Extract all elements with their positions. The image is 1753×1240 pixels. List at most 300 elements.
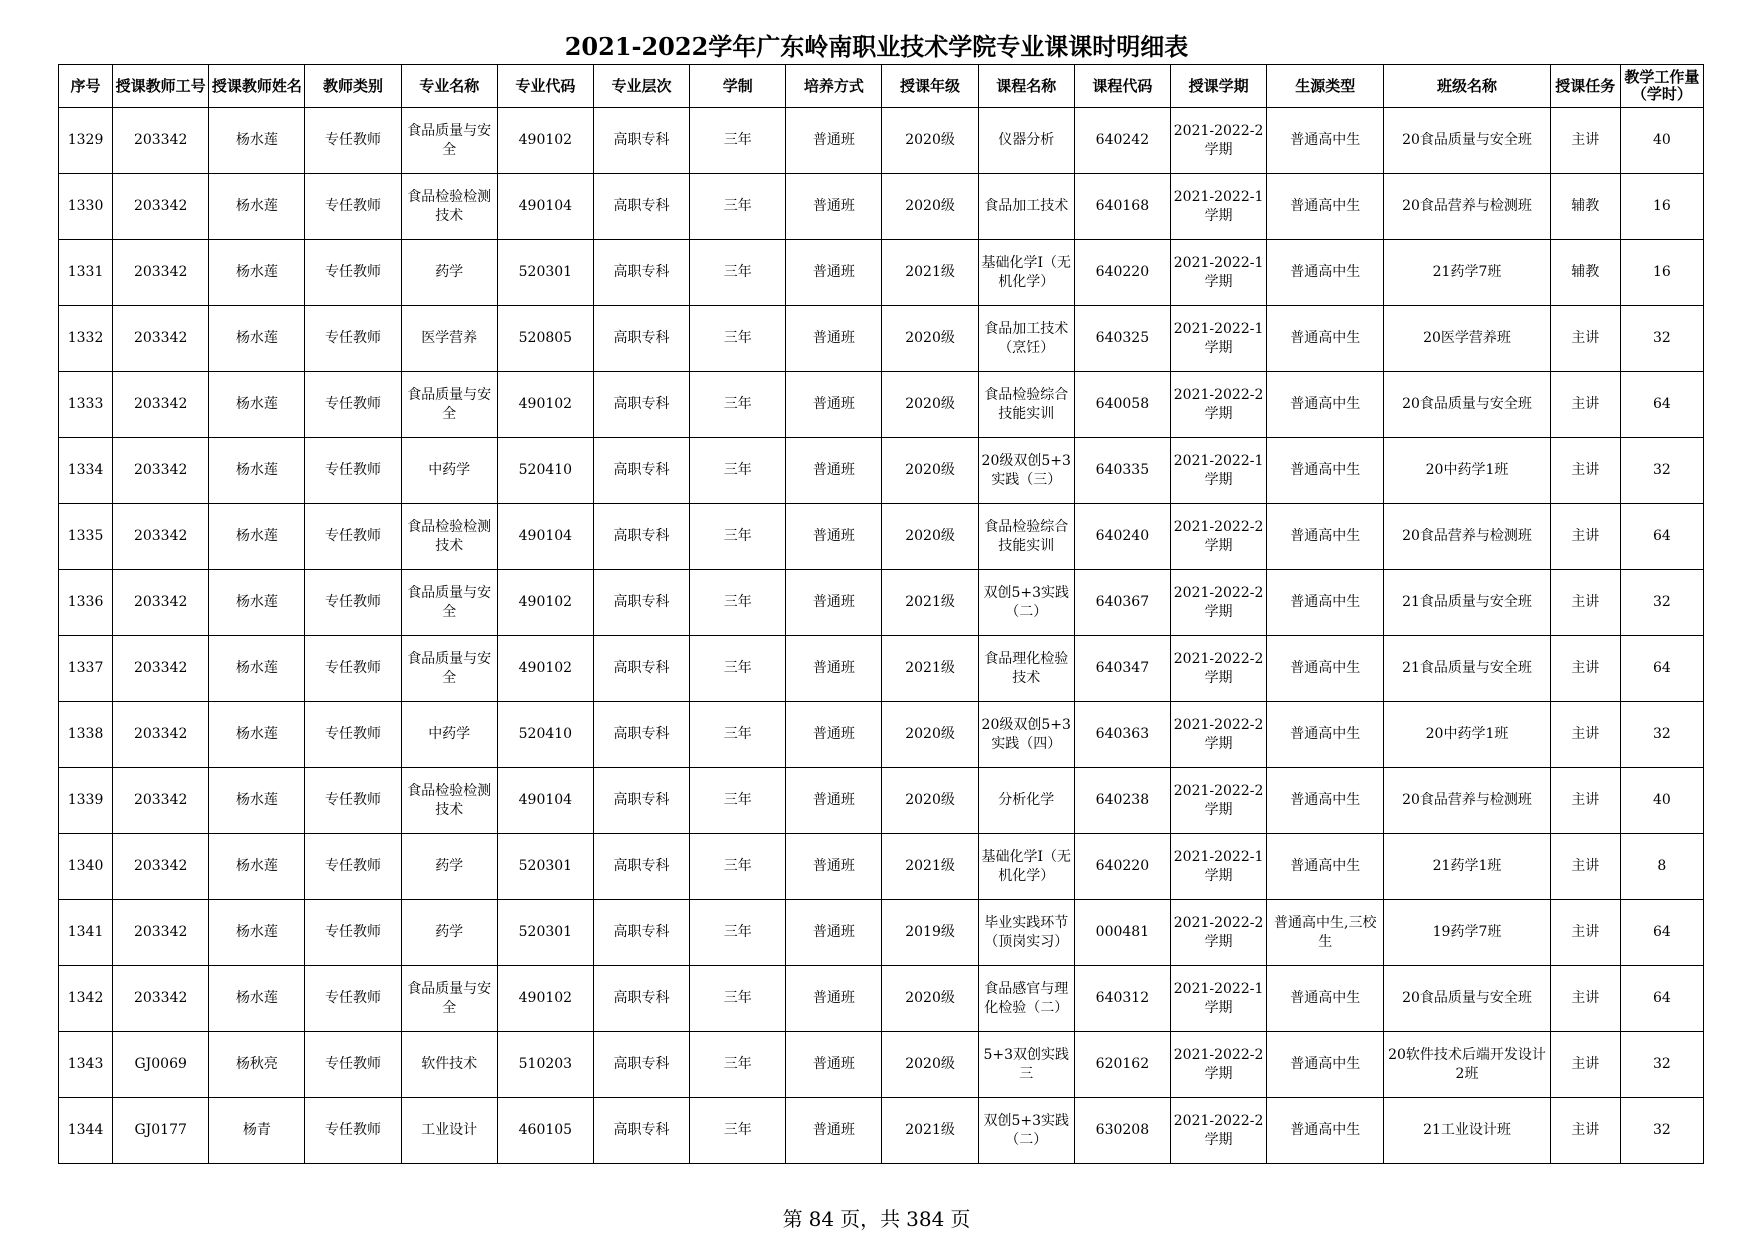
table-cell: 2021级: [882, 1098, 978, 1164]
table-cell: 2021-2022-2学期: [1170, 108, 1266, 174]
table-cell: 普通高中生: [1267, 372, 1384, 438]
table-cell: 203342: [113, 174, 209, 240]
table-cell: 三年: [690, 504, 786, 570]
table-cell: 普通班: [786, 966, 882, 1032]
table-cell: 普通班: [786, 108, 882, 174]
table-cell: 食品检验检测技术: [401, 174, 497, 240]
table-cell: 2020级: [882, 1032, 978, 1098]
table-cell: 高职专科: [593, 372, 689, 438]
footer-middle: 页，共: [840, 1207, 901, 1231]
table-cell: 辅教: [1550, 240, 1620, 306]
table-cell: 辅教: [1550, 174, 1620, 240]
table-cell: 203342: [113, 438, 209, 504]
table-cell: 1335: [59, 504, 113, 570]
table-cell: 主讲: [1550, 900, 1620, 966]
table-cell: 专任教师: [305, 306, 401, 372]
table-cell: 203342: [113, 108, 209, 174]
table-cell: 三年: [690, 438, 786, 504]
table-cell: 2021-2022-2学期: [1170, 1098, 1266, 1164]
table-cell: 主讲: [1550, 768, 1620, 834]
table-cell: 21食品质量与安全班: [1384, 636, 1550, 702]
table-cell: 203342: [113, 306, 209, 372]
table-cell: 工业设计: [401, 1098, 497, 1164]
column-header: 生源类型: [1267, 65, 1384, 108]
table-cell: 1337: [59, 636, 113, 702]
table-cell: 203342: [113, 834, 209, 900]
table-cell: 主讲: [1550, 636, 1620, 702]
table-cell: 食品检验综合技能实训: [978, 504, 1074, 570]
table-cell: 19药学7班: [1384, 900, 1550, 966]
column-header: 授课任务: [1550, 65, 1620, 108]
table-cell: 1339: [59, 768, 113, 834]
table-cell: 1341: [59, 900, 113, 966]
table-cell: 40: [1620, 108, 1703, 174]
footer-total-pages: 384: [906, 1207, 945, 1231]
table-cell: 主讲: [1550, 570, 1620, 636]
table-cell: 203342: [113, 570, 209, 636]
table-cell: 20医学营养班: [1384, 306, 1550, 372]
course-hours-table: [58, 64, 1704, 1164]
column-header: 教学工作量（学时）: [1620, 65, 1703, 108]
table-cell: 16: [1620, 240, 1703, 306]
table-cell: 高职专科: [593, 108, 689, 174]
table-cell: 2021-2022-2学期: [1170, 1032, 1266, 1098]
table-cell: 20食品质量与安全班: [1384, 372, 1550, 438]
table-cell: 2020级: [882, 768, 978, 834]
table-cell: 520410: [497, 438, 593, 504]
table-cell: 203342: [113, 768, 209, 834]
table-cell: 药学: [401, 834, 497, 900]
table-cell: 490104: [497, 504, 593, 570]
table-cell: 毕业实践环节（顶岗实习）: [978, 900, 1074, 966]
table-cell: 主讲: [1550, 966, 1620, 1032]
table-cell: 520805: [497, 306, 593, 372]
table-cell: 203342: [113, 900, 209, 966]
table-cell: 203342: [113, 636, 209, 702]
table-cell: 2021-2022-1学期: [1170, 834, 1266, 900]
table-cell: 高职专科: [593, 438, 689, 504]
table-cell: 普通班: [786, 240, 882, 306]
table-cell: 主讲: [1550, 834, 1620, 900]
table-cell: 三年: [690, 570, 786, 636]
table-row: [59, 834, 1704, 900]
table-cell: 普通班: [786, 900, 882, 966]
table-cell: 基础化学I（无机化学）: [978, 834, 1074, 900]
table-cell: 专任教师: [305, 1032, 401, 1098]
table-cell: 490102: [497, 372, 593, 438]
table-cell: 高职专科: [593, 966, 689, 1032]
table-cell: 三年: [690, 702, 786, 768]
table-cell: 杨水莲: [209, 900, 305, 966]
table-cell: 普通高中生,三校生: [1267, 900, 1384, 966]
table-cell: 64: [1620, 636, 1703, 702]
table-cell: 食品理化检验技术: [978, 636, 1074, 702]
table-cell: 460105: [497, 1098, 593, 1164]
table-row: [59, 702, 1704, 768]
table-cell: 食品检验综合技能实训: [978, 372, 1074, 438]
table-cell: 高职专科: [593, 1098, 689, 1164]
table-row: [59, 504, 1704, 570]
column-header: 授课年级: [882, 65, 978, 108]
table-cell: 20级双创5+3实践（四）: [978, 702, 1074, 768]
table-cell: 21食品质量与安全班: [1384, 570, 1550, 636]
table-cell: 三年: [690, 108, 786, 174]
table-cell: 32: [1620, 438, 1703, 504]
table-cell: 640367: [1074, 570, 1170, 636]
table-cell: 主讲: [1550, 108, 1620, 174]
table-cell: 专任教师: [305, 438, 401, 504]
table-row: [59, 1098, 1704, 1164]
table-row: [59, 570, 1704, 636]
table-cell: 21药学1班: [1384, 834, 1550, 900]
table-cell: 专任教师: [305, 570, 401, 636]
table-cell: 杨秋亮: [209, 1032, 305, 1098]
table-cell: 高职专科: [593, 834, 689, 900]
table-cell: 杨青: [209, 1098, 305, 1164]
table-cell: 高职专科: [593, 768, 689, 834]
table-cell: 专任教师: [305, 504, 401, 570]
table-row: [59, 636, 1704, 702]
table-cell: 三年: [690, 966, 786, 1032]
table-cell: 三年: [690, 1098, 786, 1164]
table-cell: 主讲: [1550, 504, 1620, 570]
table-cell: 专任教师: [305, 174, 401, 240]
table-cell: 高职专科: [593, 702, 689, 768]
table-cell: 1343: [59, 1032, 113, 1098]
table-cell: 药学: [401, 900, 497, 966]
column-header: 课程代码: [1074, 65, 1170, 108]
table-cell: 杨水莲: [209, 636, 305, 702]
table-cell: 510203: [497, 1032, 593, 1098]
table-cell: 杨水莲: [209, 174, 305, 240]
table-cell: 520301: [497, 834, 593, 900]
table-cell: 21药学7班: [1384, 240, 1550, 306]
table-cell: 20食品质量与安全班: [1384, 108, 1550, 174]
table-cell: 主讲: [1550, 702, 1620, 768]
table-cell: 1332: [59, 306, 113, 372]
table-cell: 高职专科: [593, 306, 689, 372]
table-cell: 药学: [401, 240, 497, 306]
table-cell: 食品质量与安全: [401, 636, 497, 702]
table-header-row: [59, 65, 1704, 108]
table-cell: 490104: [497, 768, 593, 834]
table-cell: 640335: [1074, 438, 1170, 504]
column-header: 专业代码: [497, 65, 593, 108]
table-cell: 高职专科: [593, 1032, 689, 1098]
column-header: 培养方式: [786, 65, 882, 108]
table-cell: 普通班: [786, 438, 882, 504]
table-cell: 2021-2022-1学期: [1170, 438, 1266, 504]
table-cell: 520301: [497, 240, 593, 306]
table-cell: 2020级: [882, 372, 978, 438]
table-cell: 203342: [113, 240, 209, 306]
table-row: [59, 438, 1704, 504]
table-cell: 520301: [497, 900, 593, 966]
table-cell: 杨水莲: [209, 306, 305, 372]
table-cell: 主讲: [1550, 306, 1620, 372]
table-cell: 分析化学: [978, 768, 1074, 834]
table-cell: 2019级: [882, 900, 978, 966]
table-cell: 普通高中生: [1267, 768, 1384, 834]
table-cell: 20软件技术后端开发设计2班: [1384, 1032, 1550, 1098]
table-cell: 普通高中生: [1267, 834, 1384, 900]
column-header: 学制: [690, 65, 786, 108]
table-cell: 软件技术: [401, 1032, 497, 1098]
table-cell: 普通班: [786, 504, 882, 570]
table-cell: 490104: [497, 174, 593, 240]
table-cell: 1336: [59, 570, 113, 636]
table-cell: 专任教师: [305, 900, 401, 966]
table-cell: 专任教师: [305, 702, 401, 768]
column-header: 班级名称: [1384, 65, 1550, 108]
footer-page-number: 84: [808, 1207, 835, 1231]
table-cell: 2020级: [882, 174, 978, 240]
table-cell: 普通高中生: [1267, 1098, 1384, 1164]
table-cell: 640168: [1074, 174, 1170, 240]
table-row: [59, 1032, 1704, 1098]
table-cell: 高职专科: [593, 240, 689, 306]
table-cell: 2021-2022-1学期: [1170, 306, 1266, 372]
table-cell: 食品感官与理化检验（二）: [978, 966, 1074, 1032]
table-cell: 640312: [1074, 966, 1170, 1032]
table-cell: 2021-2022-2学期: [1170, 702, 1266, 768]
table-cell: GJ0177: [113, 1098, 209, 1164]
footer-suffix: 页: [950, 1207, 971, 1231]
table-row: [59, 900, 1704, 966]
page-title: 2021-2022学年广东岭南职业技术学院专业课课时明细表: [564, 32, 1189, 61]
table-cell: 32: [1620, 1098, 1703, 1164]
table-cell: 203342: [113, 372, 209, 438]
table-cell: 2021-2022-1学期: [1170, 240, 1266, 306]
table-cell: 640058: [1074, 372, 1170, 438]
table-cell: 20中药学1班: [1384, 702, 1550, 768]
table-cell: 2020级: [882, 504, 978, 570]
table-cell: 双创5+3实践（二）: [978, 1098, 1074, 1164]
table-cell: 杨水莲: [209, 570, 305, 636]
table-cell: 20食品营养与检测班: [1384, 504, 1550, 570]
table-cell: 主讲: [1550, 438, 1620, 504]
table-cell: 专任教师: [305, 966, 401, 1032]
column-header: 授课学期: [1170, 65, 1266, 108]
column-header: 课程名称: [978, 65, 1074, 108]
table-cell: 普通班: [786, 636, 882, 702]
table-cell: 高职专科: [593, 636, 689, 702]
table-cell: 专任教师: [305, 108, 401, 174]
table-cell: 20食品质量与安全班: [1384, 966, 1550, 1032]
table-cell: 640325: [1074, 306, 1170, 372]
table-cell: 490102: [497, 108, 593, 174]
table-cell: 32: [1620, 1032, 1703, 1098]
table-cell: 普通班: [786, 570, 882, 636]
table-cell: 杨水莲: [209, 834, 305, 900]
table-cell: 普通高中生: [1267, 504, 1384, 570]
table-cell: 2021级: [882, 636, 978, 702]
table-cell: 203342: [113, 702, 209, 768]
table-cell: 食品加工技术: [978, 174, 1074, 240]
table-cell: 专任教师: [305, 636, 401, 702]
table-cell: 普通高中生: [1267, 240, 1384, 306]
table-cell: 主讲: [1550, 1098, 1620, 1164]
table-cell: 杨水莲: [209, 768, 305, 834]
table-cell: 2020级: [882, 108, 978, 174]
table-cell: 32: [1620, 702, 1703, 768]
table-row: [59, 108, 1704, 174]
table-cell: 杨水莲: [209, 372, 305, 438]
table-cell: 杨水莲: [209, 438, 305, 504]
table-cell: 普通班: [786, 372, 882, 438]
table-cell: 普通班: [786, 174, 882, 240]
table-cell: 1334: [59, 438, 113, 504]
table-cell: 三年: [690, 1032, 786, 1098]
column-header: 专业名称: [401, 65, 497, 108]
table-cell: 630208: [1074, 1098, 1170, 1164]
table-cell: 三年: [690, 372, 786, 438]
table-cell: 基础化学I（无机化学）: [978, 240, 1074, 306]
table-cell: 1331: [59, 240, 113, 306]
table-row: [59, 372, 1704, 438]
table-cell: 普通高中生: [1267, 306, 1384, 372]
table-cell: 2021-2022-2学期: [1170, 372, 1266, 438]
column-header: 专业层次: [593, 65, 689, 108]
table-cell: 食品加工技术（烹饪）: [978, 306, 1074, 372]
table-cell: 1340: [59, 834, 113, 900]
table-cell: 490102: [497, 966, 593, 1032]
column-header: 教师类别: [305, 65, 401, 108]
table-cell: 中药学: [401, 438, 497, 504]
column-header: 序号: [59, 65, 113, 108]
table-cell: 食品质量与安全: [401, 108, 497, 174]
table-cell: 64: [1620, 372, 1703, 438]
table-cell: 2021-2022-2学期: [1170, 504, 1266, 570]
table-cell: 640363: [1074, 702, 1170, 768]
table-cell: 2020级: [882, 306, 978, 372]
table-cell: 普通高中生: [1267, 702, 1384, 768]
table-cell: 主讲: [1550, 372, 1620, 438]
table-cell: 高职专科: [593, 900, 689, 966]
table-cell: 杨水莲: [209, 504, 305, 570]
table-row: [59, 240, 1704, 306]
table-cell: 仪器分析: [978, 108, 1074, 174]
table-cell: 64: [1620, 966, 1703, 1032]
table-cell: 杨水莲: [209, 108, 305, 174]
table-cell: 主讲: [1550, 1032, 1620, 1098]
column-header: 授课教师姓名: [209, 65, 305, 108]
table-cell: 64: [1620, 504, 1703, 570]
table-cell: 1333: [59, 372, 113, 438]
table-cell: 32: [1620, 306, 1703, 372]
table-cell: 2021级: [882, 834, 978, 900]
table-cell: 食品质量与安全: [401, 372, 497, 438]
table-cell: 20中药学1班: [1384, 438, 1550, 504]
table-cell: 490102: [497, 570, 593, 636]
table-cell: 专任教师: [305, 1098, 401, 1164]
page-footer: [0, 1206, 1753, 1232]
table-cell: 2021-2022-2学期: [1170, 900, 1266, 966]
table-cell: 640220: [1074, 834, 1170, 900]
table-cell: 食品质量与安全: [401, 570, 497, 636]
table-cell: 三年: [690, 834, 786, 900]
table-cell: 三年: [690, 900, 786, 966]
table-cell: 双创5+3实践（二）: [978, 570, 1074, 636]
table-cell: 2021级: [882, 240, 978, 306]
table-cell: 三年: [690, 174, 786, 240]
table-cell: 2020级: [882, 966, 978, 1032]
table-cell: 520410: [497, 702, 593, 768]
table-cell: 640220: [1074, 240, 1170, 306]
table-cell: 640347: [1074, 636, 1170, 702]
table-cell: 21工业设计班: [1384, 1098, 1550, 1164]
table-cell: 三年: [690, 768, 786, 834]
table-cell: 16: [1620, 174, 1703, 240]
table-cell: 食品质量与安全: [401, 966, 497, 1032]
table-cell: 2021-2022-2学期: [1170, 636, 1266, 702]
table-cell: 高职专科: [593, 504, 689, 570]
table-cell: 普通班: [786, 306, 882, 372]
table-row: [59, 306, 1704, 372]
table-cell: 2021-2022-2学期: [1170, 768, 1266, 834]
table-cell: 20食品营养与检测班: [1384, 174, 1550, 240]
table-row: [59, 768, 1704, 834]
table-cell: 000481: [1074, 900, 1170, 966]
table-cell: 490102: [497, 636, 593, 702]
table-cell: 普通班: [786, 1098, 882, 1164]
table-cell: 普通高中生: [1267, 108, 1384, 174]
table-cell: 食品检验检测技术: [401, 768, 497, 834]
table-cell: 普通班: [786, 702, 882, 768]
table-cell: 普通班: [786, 834, 882, 900]
table-cell: 三年: [690, 636, 786, 702]
table-cell: 203342: [113, 504, 209, 570]
table-cell: 5+3双创实践三: [978, 1032, 1074, 1098]
table-cell: 40: [1620, 768, 1703, 834]
table-row: [59, 966, 1704, 1032]
table-cell: 专任教师: [305, 768, 401, 834]
table-cell: 2021-2022-1学期: [1170, 966, 1266, 1032]
table-cell: 640238: [1074, 768, 1170, 834]
table-cell: 20食品营养与检测班: [1384, 768, 1550, 834]
table-cell: 普通高中生: [1267, 438, 1384, 504]
table-cell: 普通高中生: [1267, 174, 1384, 240]
table-cell: 1338: [59, 702, 113, 768]
table-cell: 2021-2022-1学期: [1170, 174, 1266, 240]
table-cell: 640242: [1074, 108, 1170, 174]
table-cell: 2021级: [882, 570, 978, 636]
table-cell: 2020级: [882, 702, 978, 768]
table-cell: 2020级: [882, 438, 978, 504]
table-cell: 食品检验检测技术: [401, 504, 497, 570]
table-cell: 杨水莲: [209, 240, 305, 306]
table-cell: 620162: [1074, 1032, 1170, 1098]
table-body: [59, 108, 1704, 1164]
table-cell: 中药学: [401, 702, 497, 768]
table-cell: 专任教师: [305, 834, 401, 900]
table-cell: 普通高中生: [1267, 636, 1384, 702]
table-cell: 1329: [59, 108, 113, 174]
table-cell: 普通班: [786, 768, 882, 834]
table-cell: 三年: [690, 306, 786, 372]
table-cell: 32: [1620, 570, 1703, 636]
table-cell: 高职专科: [593, 174, 689, 240]
table-cell: 普通高中生: [1267, 966, 1384, 1032]
table-cell: 普通班: [786, 1032, 882, 1098]
table-cell: 20级双创5+3实践（三）: [978, 438, 1074, 504]
table-cell: 2021-2022-2学期: [1170, 570, 1266, 636]
table-cell: 1342: [59, 966, 113, 1032]
table-cell: 高职专科: [593, 570, 689, 636]
column-header: 授课教师工号: [113, 65, 209, 108]
table-cell: 专任教师: [305, 372, 401, 438]
table-cell: 8: [1620, 834, 1703, 900]
